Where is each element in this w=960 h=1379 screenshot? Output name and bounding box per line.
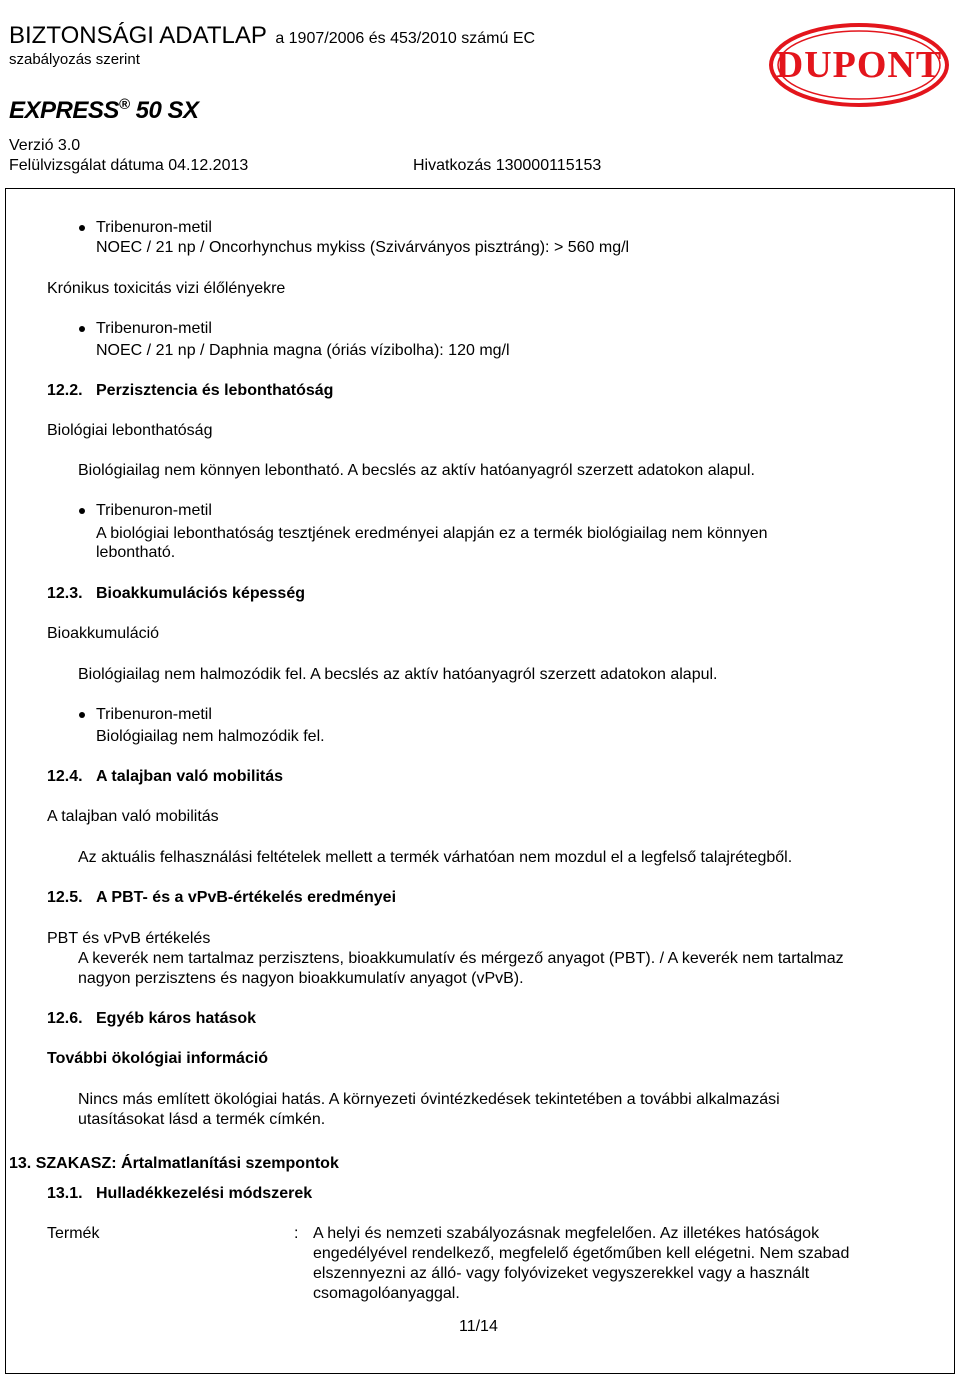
section-12-3-bullet-detail: Biológiailag nem halmozódik fel. bbox=[96, 728, 325, 745]
version: Verzió 3.0 bbox=[9, 137, 81, 154]
section-12-2-bullet-name: Tribenuron-metil bbox=[96, 502, 212, 519]
disposal-line4: csomagolóanyaggal. bbox=[313, 1285, 460, 1302]
review-date: Felülvizsgálat dátuma 04.12.2013 bbox=[9, 157, 249, 174]
title-main: BIZTONSÁGI ADATLAP bbox=[9, 22, 267, 49]
disposal-line2: engedélyével rendelkező, megfelelő égetőműben kell elégetni. Nem szabad bbox=[313, 1245, 850, 1262]
section-12-5-line2: nagyon perzisztens és nagyon bioakkumulatív anyagot (vPvB). bbox=[78, 970, 524, 987]
bullet-icon bbox=[79, 225, 85, 231]
section-12-6-title: Egyéb káros hatások bbox=[96, 1010, 257, 1027]
section-12-3-text: Biológiailag nem halmozódik fel. A becslés az aktív hatóanyagról szerzett adatokon alapul. bbox=[78, 666, 718, 683]
disposal-line1: A helyi és nemzeti szabályozásnak megfelelően. Az illetékes hatóságok bbox=[313, 1225, 820, 1242]
title-subtitle: szabályozás szerint bbox=[9, 51, 140, 68]
section-12-2-number: 12.2. bbox=[47, 382, 83, 399]
chronic-heading: Krónikus toxicitás vizi élőlényekre bbox=[47, 280, 286, 297]
section-12-2-bullet-line1: A biológiai lebonthatóság tesztjének eredményei alapján ez a termék biológiailag nem könnyen bbox=[96, 525, 768, 542]
section-12-4-number: 12.4. bbox=[47, 768, 83, 785]
product-name: EXPRESS® 50 SX bbox=[9, 96, 199, 124]
section-12-4-title: A talajban való mobilitás bbox=[96, 768, 284, 785]
section-12-3-number: 12.3. bbox=[47, 585, 83, 602]
section-12-2-text: Biológiailag nem könnyen lebontható. A becslés az aktív hatóanyagról szerzett adatokon alapul. bbox=[78, 462, 755, 479]
section-12-6-line2: utasításokat lásd a termék címkén. bbox=[78, 1111, 326, 1128]
label-colon: : bbox=[294, 1225, 299, 1242]
section-12-4-subheading: A talajban való mobilitás bbox=[47, 808, 219, 825]
section-13-1-number: 13.1. bbox=[47, 1185, 83, 1202]
bullet-icon bbox=[79, 326, 85, 332]
bullet2-detail: NOEC / 21 np / Daphnia magna (óriás vízibolha): 120 mg/l bbox=[96, 342, 510, 359]
bullet-icon bbox=[79, 508, 85, 514]
bullet1-name: Tribenuron-metil bbox=[96, 219, 212, 236]
section-12-5-subheading: PBT és vPvB értékelés bbox=[47, 930, 211, 947]
product-label: Termék bbox=[47, 1225, 100, 1242]
section-12-6-number: 12.6. bbox=[47, 1010, 83, 1027]
disposal-line3: elszennyezni az álló- vagy folyóvizeket vegyszerekkel vagy a használt bbox=[313, 1265, 810, 1282]
reference-number: Hivatkozás 130000115153 bbox=[413, 157, 602, 174]
bullet-icon bbox=[79, 712, 85, 718]
section-13-1-title: Hulladékkezelési módszerek bbox=[96, 1185, 313, 1202]
section-12-2-bullet-line2: lebontható. bbox=[96, 544, 176, 561]
section-12-5-number: 12.5. bbox=[47, 889, 83, 906]
svg-text:DUPONT: DUPONT bbox=[775, 44, 943, 86]
section-12-6-subheading: További ökológiai információ bbox=[47, 1050, 269, 1067]
section-12-5-line1: A keverék nem tartalmaz perzisztens, bioakkumulatív és mérgező anyagot (PBT). / A keverék nem tartalmaz bbox=[78, 950, 844, 967]
section-12-5-title: A PBT- és a vPvB-értékelés eredményei bbox=[96, 889, 397, 906]
section-12-3-bullet-name: Tribenuron-metil bbox=[96, 706, 212, 723]
dupont-logo bbox=[768, 22, 950, 108]
section-12-3-subheading: Bioakkumuláció bbox=[47, 625, 160, 642]
section-12-2-subheading: Biológiai lebonthatóság bbox=[47, 422, 213, 439]
document-title bbox=[9, 22, 535, 50]
bullet1-detail: NOEC / 21 np / Oncorhynchus mykiss (Szivárványos pisztráng): > 560 mg/l bbox=[96, 239, 630, 256]
section-12-2-title: Perzisztencia és lebonthatóság bbox=[96, 382, 334, 399]
page-number: 11/14 bbox=[459, 1318, 498, 1335]
section-13-heading: 13. SZAKASZ: Ártalmatlanítási szempontok bbox=[9, 1155, 339, 1172]
section-12-4-text: Az aktuális felhasználási feltételek mellett a termék várhatóan nem mozdul el a legfelső talajrétegből. bbox=[78, 849, 793, 866]
section-12-3-title: Bioakkumulációs képesség bbox=[96, 585, 305, 602]
section-12-6-line1: Nincs más említett ökológiai hatás. A környezeti óvintézkedések tekintetében a további alkalmazási bbox=[78, 1091, 780, 1108]
title-regulation: a 1907/2006 és 453/2010 számú EC bbox=[275, 30, 536, 47]
bullet2-name: Tribenuron-metil bbox=[96, 320, 212, 337]
